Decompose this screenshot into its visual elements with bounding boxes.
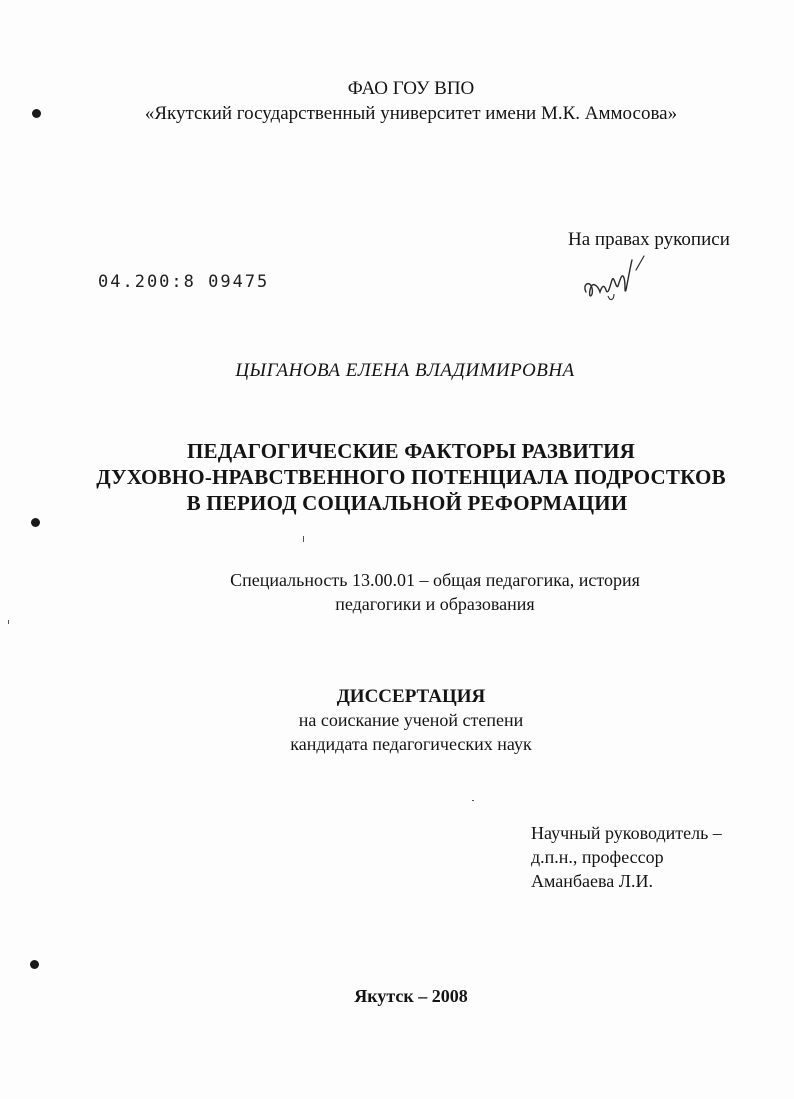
dissertation-title-line: ДУХОВНО-НРАВСТВЕННОГО ПОТЕНЦИАЛА ПОДРОСТКОВ (96, 465, 726, 489)
binding-hole-middle (31, 518, 40, 527)
author-name: ЦЫГАНОВА ЕЛЕНА ВЛАДИМИРОВНА (235, 360, 575, 381)
document-type: ДИССЕРТАЦИЯ (336, 686, 486, 707)
specialty-line: педагогики и образования (335, 594, 535, 614)
place-and-year: Якутск – 2008 (354, 986, 468, 1006)
advisor-name: Аманбаева Л.И. (531, 871, 653, 891)
advisor-role: Научный руководитель – (531, 823, 722, 843)
advisor-credentials: д.п.н., профессор (531, 847, 664, 867)
dissertation-title-line: ПЕДАГОГИЧЕСКИЕ ФАКТОРЫ РАЗВИТИЯ (186, 439, 635, 463)
handwritten-signature (578, 250, 658, 310)
degree-line: на соискание ученой степени (298, 710, 524, 730)
manuscript-rights-note: На правах рукописи (568, 229, 730, 250)
specialty-line: Специальность 13.00.01 – общая педагогика, история (230, 570, 640, 590)
scan-speck (472, 800, 474, 801)
scan-speck (303, 536, 304, 542)
registry-number-stamp: 04.200:8 09475 (98, 272, 270, 292)
organization-abbreviation: ФАО ГОУ ВПО (347, 78, 475, 99)
university-name: «Якутский государственный университет имени М.К. Аммосова» (144, 103, 678, 124)
degree-line: кандидата педагогических наук (290, 734, 532, 754)
binding-hole-bottom (30, 960, 39, 969)
dissertation-title-line: В ПЕРИОД СОЦИАЛЬНОЙ РЕФОРМАЦИИ (186, 491, 628, 515)
scan-speck (8, 620, 9, 624)
